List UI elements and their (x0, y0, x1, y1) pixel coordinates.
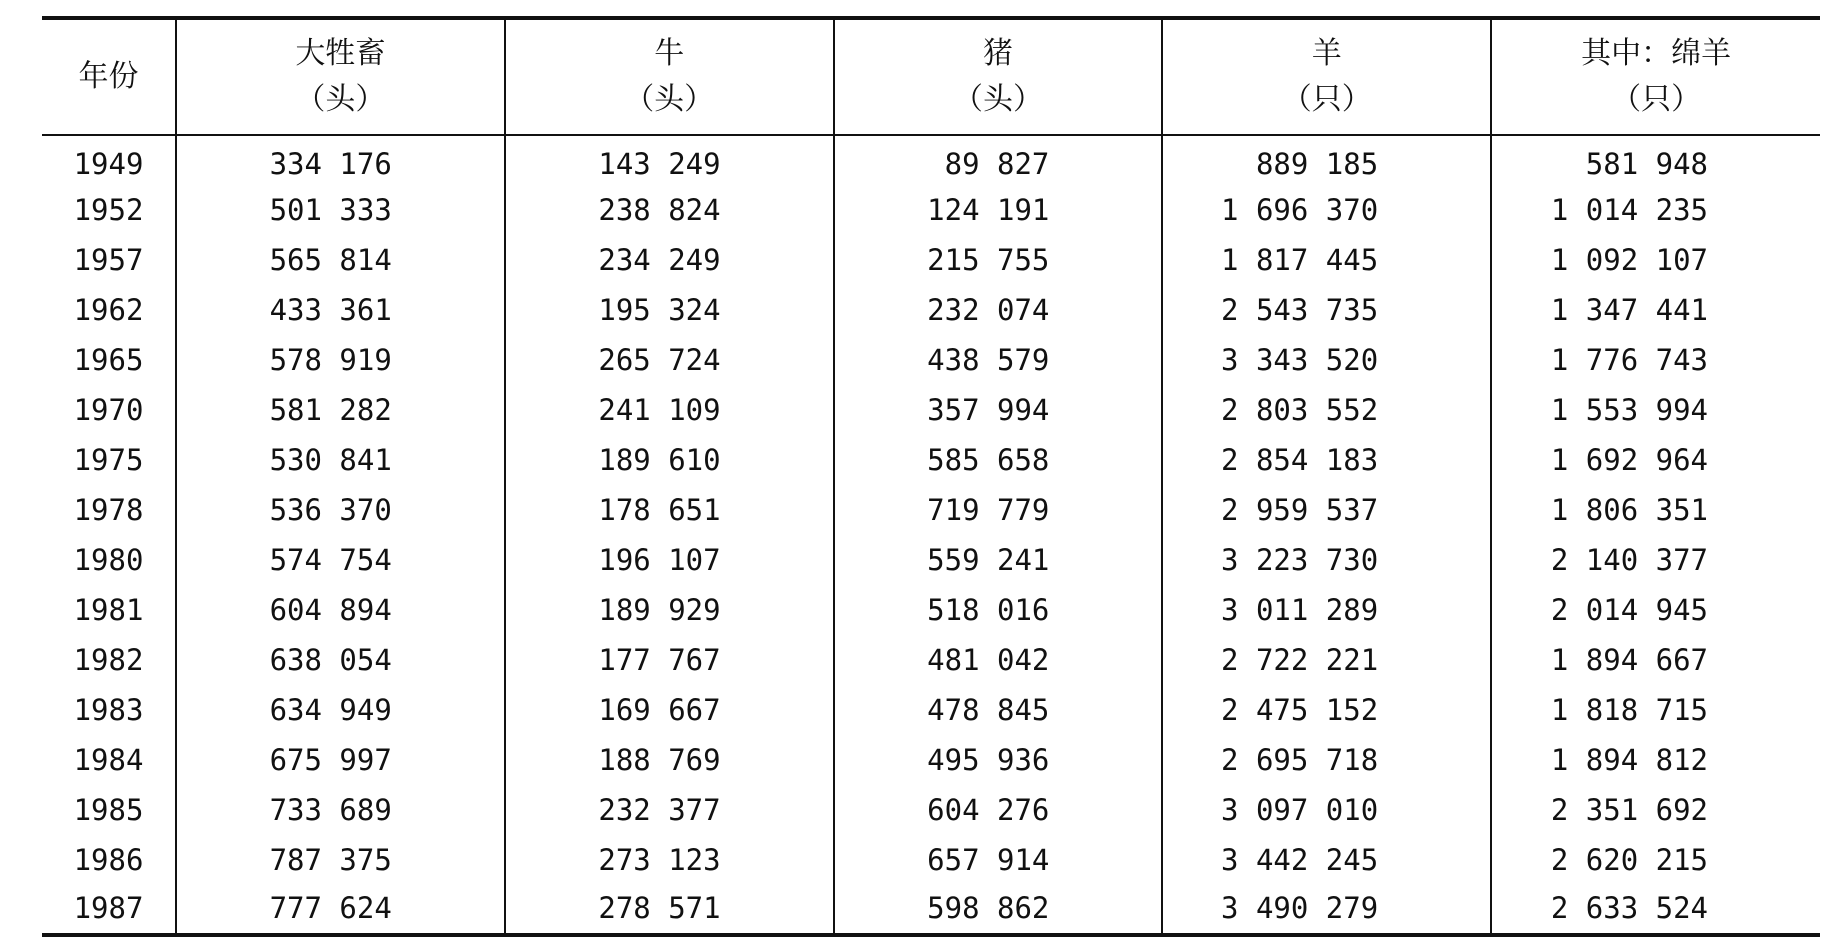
table-body (42, 135, 1820, 935)
fine-wool-sheep-cell: 2 140 377 (1491, 535, 1820, 585)
sheep-cell: 2 695 718 (1162, 735, 1491, 785)
year-cell: 1957 (73, 243, 144, 277)
year-cell: 1982 (73, 643, 144, 677)
table-row (42, 185, 1820, 235)
large-livestock-cell: 574 754 (176, 535, 505, 585)
cattle-cell: 189 929 (505, 585, 834, 635)
large-livestock-cell: 733 689 (176, 785, 505, 835)
sheep-cell: 1 817 445 (1162, 235, 1491, 285)
large-livestock-cell: 536 370 (176, 485, 505, 535)
header-label: 其中：绵羊 (1581, 36, 1732, 71)
cattle-cell: 278 571 (505, 885, 834, 935)
large-livestock-cell: 433 361 (176, 285, 505, 335)
cattle-cell: 232 377 (505, 785, 834, 835)
sheep-cell: 2 722 221 (1162, 635, 1491, 685)
header-label: 大牲畜 (295, 36, 386, 71)
large-livestock-cell: 604 894 (176, 585, 505, 635)
sheep-cell: 1 696 370 (1162, 185, 1491, 235)
pigs-cell: 478 845 (834, 685, 1163, 735)
pigs-cell: 598 862 (834, 885, 1163, 935)
pigs-cell: 559 241 (834, 535, 1163, 585)
header-unit: （头） (624, 82, 715, 117)
pigs-cell: 585 658 (834, 435, 1163, 485)
table-row (42, 285, 1820, 335)
sheep-cell: 2 854 183 (1162, 435, 1491, 485)
cattle-cell: 273 123 (505, 835, 834, 885)
header-unit: （只） (1611, 82, 1702, 117)
fine-wool-sheep-cell: 2 620 215 (1491, 835, 1820, 885)
large-livestock-cell: 578 919 (176, 335, 505, 385)
table-header (42, 18, 1820, 135)
pigs-cell: 518 016 (834, 585, 1163, 635)
large-livestock-cell: 581 282 (176, 385, 505, 435)
year-cell: 1962 (73, 293, 144, 327)
year-cell: 1949 (73, 147, 144, 181)
fine-wool-sheep-cell: 1 894 667 (1491, 635, 1820, 685)
pigs-cell: 215 755 (834, 235, 1163, 285)
large-livestock-cell: 638 054 (176, 635, 505, 685)
pigs-cell: 357 994 (834, 385, 1163, 435)
large-livestock-cell: 675 997 (176, 735, 505, 785)
sheep-cell: 2 959 537 (1162, 485, 1491, 535)
cattle-cell: 241 109 (505, 385, 834, 435)
header-row (42, 18, 1820, 135)
fine-wool-sheep-cell: 1 347 441 (1491, 285, 1820, 335)
year-cell: 1981 (73, 593, 144, 627)
year-cell: 1980 (73, 543, 144, 577)
cattle-cell: 143 249 (505, 135, 834, 185)
sheep-cell: 3 011 289 (1162, 585, 1491, 635)
pigs-cell: 495 936 (834, 735, 1163, 785)
sheep-cell: 2 803 552 (1162, 385, 1491, 435)
year-cell: 1984 (73, 743, 144, 777)
fine-wool-sheep-cell: 1 553 994 (1491, 385, 1820, 435)
header-cattle (505, 18, 834, 135)
fine-wool-sheep-cell: 2 633 524 (1491, 885, 1820, 935)
table-row (42, 585, 1820, 635)
cattle-cell: 195 324 (505, 285, 834, 335)
cattle-cell: 169 667 (505, 685, 834, 735)
fine-wool-sheep-cell: 2 014 945 (1491, 585, 1820, 635)
cattle-cell: 196 107 (505, 535, 834, 585)
pigs-cell: 89 827 (834, 135, 1163, 185)
header-label: 猪 (982, 36, 1013, 71)
table-row (42, 335, 1820, 385)
header-unit: （头） (952, 82, 1043, 117)
year-cell: 1975 (73, 443, 144, 477)
table-row (42, 235, 1820, 285)
livestock-statistics-table (42, 16, 1820, 937)
sheep-cell: 3 097 010 (1162, 785, 1491, 835)
year-cell: 1978 (73, 493, 144, 527)
large-livestock-cell: 565 814 (176, 235, 505, 285)
year-cell: 1983 (73, 693, 144, 727)
large-livestock-cell: 634 949 (176, 685, 505, 735)
pigs-cell: 232 074 (834, 285, 1163, 335)
fine-wool-sheep-cell: 1 894 812 (1491, 735, 1820, 785)
pigs-cell: 438 579 (834, 335, 1163, 385)
pigs-cell: 124 191 (834, 185, 1163, 235)
header-label: 牛 (654, 36, 685, 71)
year-cell: 1985 (73, 793, 144, 827)
large-livestock-cell: 787 375 (176, 835, 505, 885)
cattle-cell: 189 610 (505, 435, 834, 485)
cattle-cell: 265 724 (505, 335, 834, 385)
table-row (42, 885, 1820, 935)
sheep-cell: 889 185 (1162, 135, 1491, 185)
table-row (42, 385, 1820, 435)
year-cell: 1965 (73, 343, 144, 377)
header-unit: （头） (295, 82, 386, 117)
cattle-cell: 177 767 (505, 635, 834, 685)
cattle-cell: 234 249 (505, 235, 834, 285)
year-cell: 1986 (73, 843, 144, 877)
pigs-cell: 657 914 (834, 835, 1163, 885)
cattle-cell: 238 824 (505, 185, 834, 235)
header-label: 羊 (1311, 36, 1342, 71)
year-cell: 1987 (42, 885, 176, 935)
year-cell: 1952 (73, 193, 144, 227)
sheep-cell: 2 543 735 (1162, 285, 1491, 335)
sheep-cell: 3 343 520 (1162, 335, 1491, 385)
sheep-cell: 3 442 245 (1162, 835, 1491, 885)
fine-wool-sheep-cell: 1 806 351 (1491, 485, 1820, 535)
large-livestock-cell: 501 333 (176, 185, 505, 235)
fine-wool-sheep-cell: 1 776 743 (1491, 335, 1820, 385)
large-livestock-cell: 777 624 (176, 885, 505, 935)
year-cell: 1970 (73, 393, 144, 427)
large-livestock-cell: 530 841 (176, 435, 505, 485)
fine-wool-sheep-cell: 1 818 715 (1491, 685, 1820, 735)
fine-wool-sheep-cell: 1 692 964 (1491, 435, 1820, 485)
header-large-livestock (176, 18, 505, 135)
table-row (42, 485, 1820, 535)
header-pigs (834, 18, 1163, 135)
header-label: 年份 (78, 59, 139, 94)
large-livestock-cell: 334 176 (176, 135, 505, 185)
table-row (42, 735, 1820, 785)
fine-wool-sheep-cell: 1 014 235 (1491, 185, 1820, 235)
header-fine-wool-sheep (1491, 18, 1820, 135)
table-row (42, 635, 1820, 685)
fine-wool-sheep-cell: 1 092 107 (1491, 235, 1820, 285)
pigs-cell: 604 276 (834, 785, 1163, 835)
sheep-cell: 3 223 730 (1162, 535, 1491, 585)
table-row (42, 435, 1820, 485)
header-sheep (1162, 18, 1491, 135)
pigs-cell: 719 779 (834, 485, 1163, 535)
sheep-cell: 3 490 279 (1162, 885, 1491, 935)
header-year (42, 18, 176, 135)
table-row (42, 685, 1820, 735)
fine-wool-sheep-cell: 581 948 (1491, 135, 1820, 185)
fine-wool-sheep-cell: 2 351 692 (1491, 785, 1820, 835)
table-row (42, 535, 1820, 585)
cattle-cell: 188 769 (505, 735, 834, 785)
pigs-cell: 481 042 (834, 635, 1163, 685)
table-row (42, 835, 1820, 885)
table-row (42, 135, 1820, 185)
table-row (42, 785, 1820, 835)
livestock-table-container (42, 16, 1820, 937)
header-unit: （只） (1281, 82, 1372, 117)
sheep-cell: 2 475 152 (1162, 685, 1491, 735)
cattle-cell: 178 651 (505, 485, 834, 535)
